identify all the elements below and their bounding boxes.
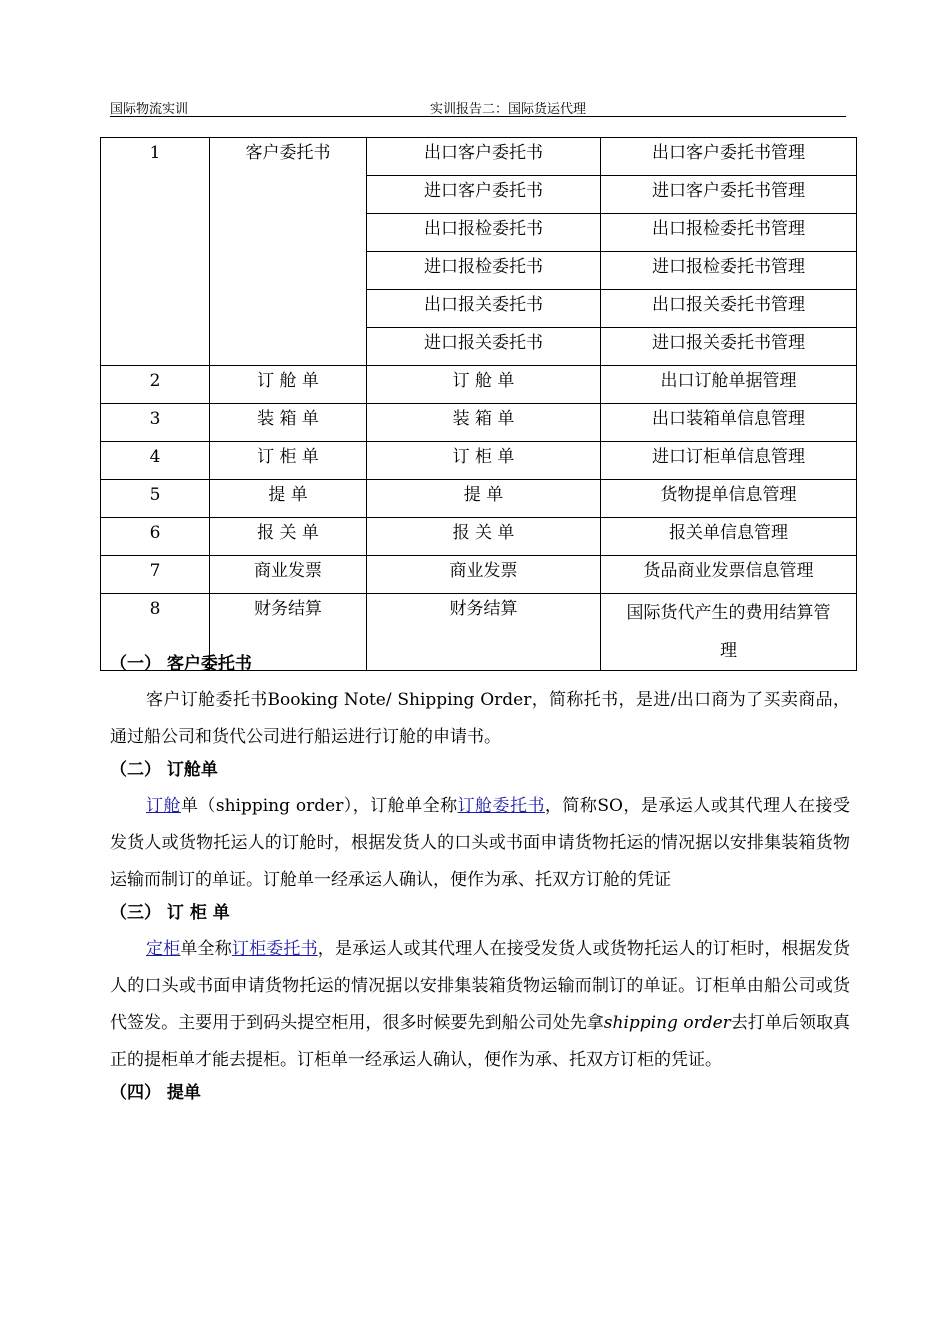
table-row [101, 442, 857, 480]
table-row [101, 480, 857, 518]
section-heading: （二） 订舱单 [110, 760, 218, 780]
table-row [101, 404, 857, 442]
table-row [101, 138, 857, 176]
table-cell-management: 货物提单信息管理 [601, 480, 857, 518]
table-row [101, 518, 857, 556]
table-cell-number: 6 [101, 518, 210, 556]
table-cell-management: 出口报检委托书管理 [601, 214, 857, 252]
table-cell-number: 3 [101, 404, 210, 442]
paragraph-text: 去打单后领取真正的提柜单才能去提柜。订柜单一经承运人确认，便作为承、托双方订柜的凭证。 [110, 1013, 851, 1070]
document-body [110, 652, 850, 1111]
table-cell-document: 出口客户委托书 [367, 138, 601, 176]
term-link[interactable]: 定柜 [146, 939, 181, 959]
table-cell-document: 财务结算 [367, 594, 601, 671]
paragraph-text: 单（shipping order），订舱单全称 [180, 796, 458, 816]
table-cell-number: 4 [101, 442, 210, 480]
table-cell-document: 进口报检委托书 [367, 252, 601, 290]
management-line: 国际货代产生的费用结算管 [626, 603, 831, 623]
table-cell-document: 装 箱 单 [367, 404, 601, 442]
term-link[interactable]: 订柜委托书 [231, 939, 318, 959]
term-link[interactable]: 订舱委托书 [457, 796, 545, 816]
section-heading: （一） 客户委托书 [110, 654, 252, 674]
table-cell-document: 进口客户委托书 [367, 176, 601, 214]
table-cell-number: 7 [101, 556, 210, 594]
table-cell-management: 出口装箱单信息管理 [601, 404, 857, 442]
table-cell-document: 报 关 单 [367, 518, 601, 556]
table-cell-document: 商业发票 [367, 556, 601, 594]
document-table [100, 137, 857, 671]
table-cell-management: 出口订舱单据管理 [601, 366, 857, 404]
table-cell-management: 进口报检委托书管理 [601, 252, 857, 290]
table-cell-document: 订 舱 单 [367, 366, 601, 404]
table-cell-document: 出口报关委托书 [367, 290, 601, 328]
management-line: 理 [720, 641, 737, 661]
table-cell-management: 出口报关委托书管理 [601, 290, 857, 328]
table-cell-category: 提 单 [210, 480, 367, 518]
page-header [110, 96, 846, 117]
table-cell-management: 进口报关委托书管理 [601, 328, 857, 366]
table-cell-number: 8 [101, 594, 210, 671]
paragraph-text: ，是承运人或其代理人在接受发货人或货物托运人的订柜时，根据发货人的口头或书面申请货物托运的情况据以安排集装箱货物运输而制订的单证。订柜单由船公司或货代签发。主要用于到码头提空柜用，很多时候要先到船公司处先拿 [110, 939, 851, 1033]
table-cell-number: 5 [101, 480, 210, 518]
table-cell-category: 客户委托书 [210, 138, 367, 366]
section-paragraph [110, 931, 850, 1079]
table-cell-management: 进口客户委托书管理 [601, 176, 857, 214]
section-paragraph [110, 788, 850, 899]
header-course-title: 国际物流实训 [110, 102, 189, 117]
table-row [101, 556, 857, 594]
term-link[interactable]: 订舱 [146, 796, 181, 816]
table-row [101, 366, 857, 404]
paragraph-text: 单全称 [180, 939, 232, 959]
table-cell-number: 1 [101, 138, 210, 366]
table-cell-management: 出口客户委托书管理 [601, 138, 857, 176]
header-report-title: 实训报告二：国际货运代理 [430, 102, 587, 117]
table-cell-document: 订 柜 单 [367, 442, 601, 480]
table-cell-category: 订 舱 单 [210, 366, 367, 404]
section-paragraph: 客户订舱委托书Booking Note/ Shipping Order，简称托书，是进/出口商为了买卖商品，通过船公司和货代公司进行船运进行订舱的申请书。 [110, 690, 850, 747]
table-cell-management: 货品商业发票信息管理 [601, 556, 857, 594]
section-heading: （四） 提单 [110, 1083, 201, 1103]
table-cell-category: 财务结算 [210, 594, 367, 671]
italic-term: shipping order [603, 1013, 731, 1033]
table-cell-category: 商业发票 [210, 556, 367, 594]
table-cell-management: 报关单信息管理 [601, 518, 857, 556]
table-cell-document: 出口报检委托书 [367, 214, 601, 252]
table-cell-management: 进口订柜单信息管理 [601, 442, 857, 480]
paragraph-text: ，简称SO，是承运人或其代理人在接受发货人或货物托运人的订舱时，根据发货人的口头或书面申请货物托运的情况据以安排集装箱货物运输而制订的单证。订舱单一经承运人确认，便作为承、托双方订舱的凭证 [110, 796, 850, 890]
section-heading: （三） 订 柜 单 [110, 903, 230, 923]
table-cell-document: 提 单 [367, 480, 601, 518]
table-cell-number: 2 [101, 366, 210, 404]
table-cell-document: 进口报关委托书 [367, 328, 601, 366]
table-cell-category: 装 箱 单 [210, 404, 367, 442]
table-cell-category: 报 关 单 [210, 518, 367, 556]
table-cell-category: 订 柜 单 [210, 442, 367, 480]
